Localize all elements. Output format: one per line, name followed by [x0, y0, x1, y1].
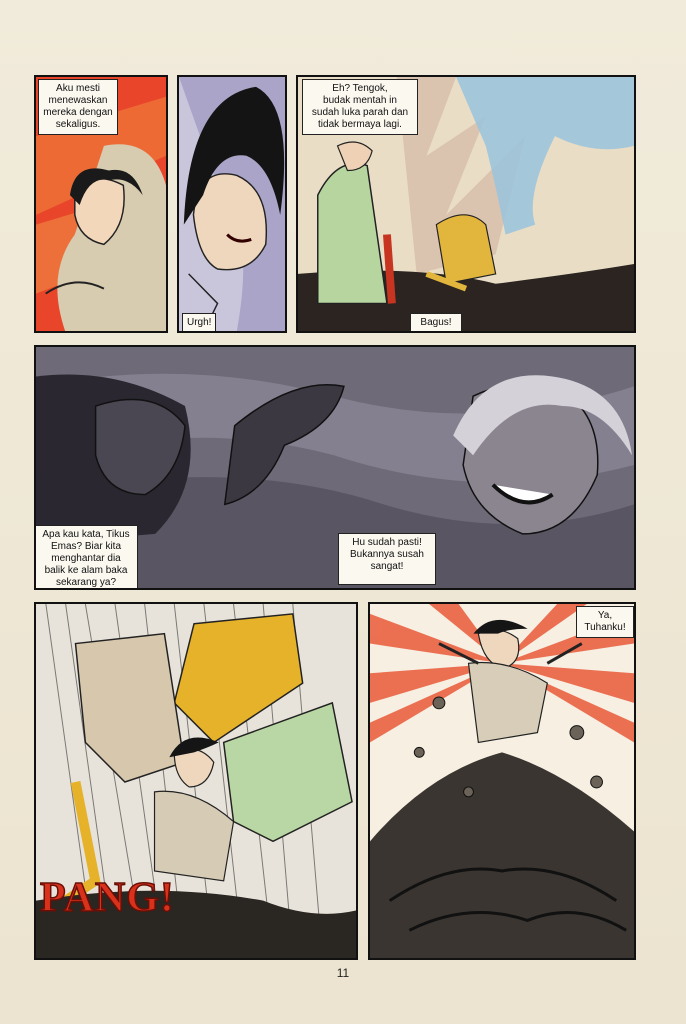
speech-bubble: Aku mesti menewaskan mereka dengan sekaligus. [38, 79, 118, 135]
speech-bubble: Urgh! [182, 313, 216, 333]
speech-bubble: Ya, Tuhanku! [576, 606, 634, 638]
speech-bubble: Eh? Tengok, budak mentah in sudah luka parah dan tidak bermaya lagi. [302, 79, 418, 135]
panel-4 [34, 345, 636, 590]
panel-5 [34, 602, 358, 960]
panel-1 [34, 75, 168, 333]
panel-3 [296, 75, 636, 333]
speech-bubble: Bagus! [410, 313, 462, 333]
page-number: 11 [336, 966, 350, 980]
speech-bubble: Hu sudah pasti! Bukannya susah sangat! [338, 533, 436, 585]
panel-2-art [179, 77, 285, 331]
speech-bubble: Apa kau kata, Tikus Emas? Biar kita menghantar dia balik ke alam baka sekarang ya? [34, 525, 138, 590]
panel-6-art [370, 604, 634, 958]
sound-effect-text: PANG! [40, 875, 175, 921]
panel-2 [177, 75, 287, 333]
panel-6 [368, 602, 636, 960]
